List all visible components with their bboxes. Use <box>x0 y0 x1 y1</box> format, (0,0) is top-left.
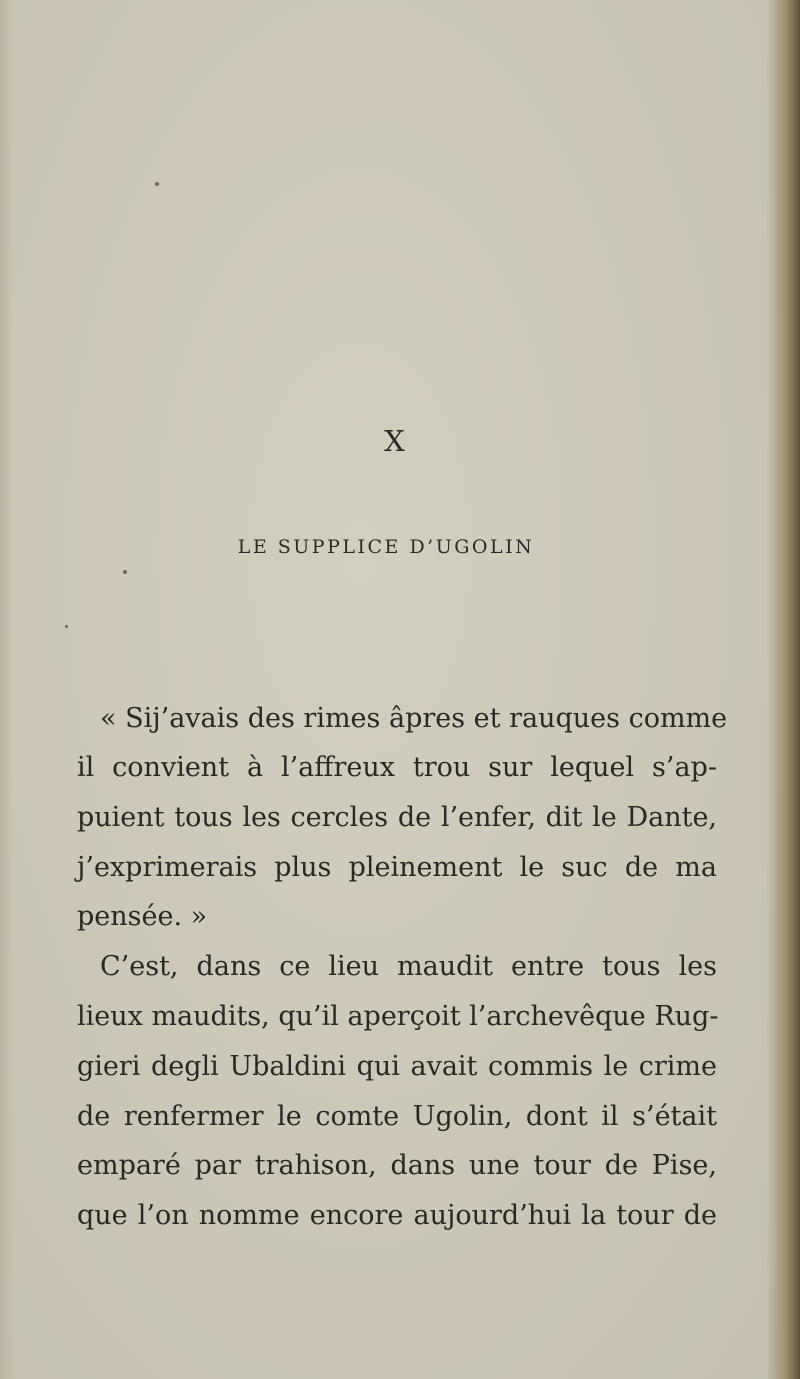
body-line: que l’on nomme encore aujourd’hui la tour de <box>77 1200 717 1231</box>
body-line: emparé par trahison, dans une tour de Pise, <box>77 1150 717 1181</box>
body-line: pensée. » <box>77 901 208 932</box>
ink-speck <box>65 625 68 628</box>
body-line: puient tous les cercles de l’enfer, dit le Dante, <box>77 802 717 833</box>
body-line: C’est, dans ce lieu maudit entre tous les <box>100 951 717 982</box>
chapter-title: LE SUPPLICE D’UGOLIN <box>237 536 535 558</box>
body-line: il convient à l’affreux trou sur lequel s’ap- <box>77 752 717 783</box>
ink-speck <box>155 182 159 186</box>
chapter-number: X <box>384 424 406 458</box>
body-line: « Sij’avais des rimes âpres et rauques comme <box>100 703 728 734</box>
ink-speck <box>123 570 127 574</box>
body-line: gieri degli Ubaldini qui avait commis le crime <box>77 1051 717 1082</box>
body-line: de renfermer le comte Ugolin, dont il s’était <box>77 1101 717 1132</box>
body-line: lieux maudits, qu’il aperçoit l’archevêque Rug- <box>77 1001 719 1032</box>
body-line: j’exprimerais plus pleinement le suc de ma <box>77 852 717 883</box>
